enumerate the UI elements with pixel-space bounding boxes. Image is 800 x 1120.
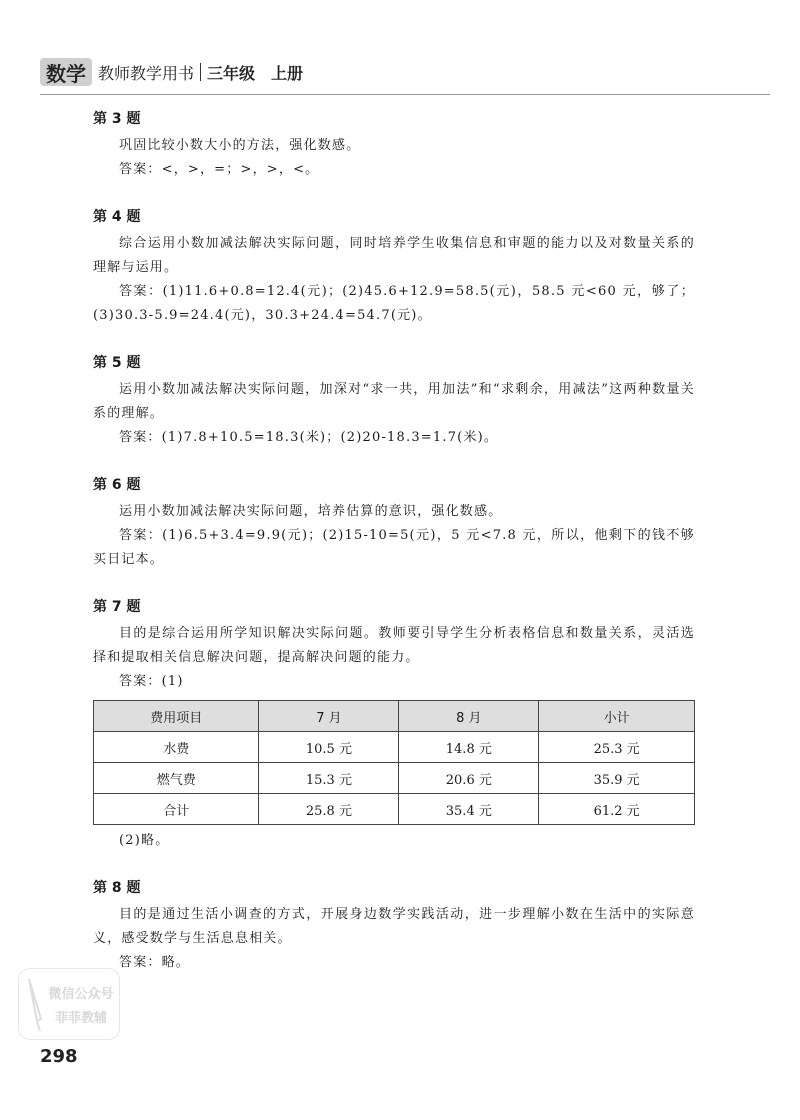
fees-table bbox=[93, 700, 695, 825]
question-title: 第 3 题 bbox=[93, 111, 141, 127]
table-header-cell: 7 月 bbox=[259, 701, 399, 732]
question-title: 第 8 题 bbox=[93, 880, 141, 896]
table-cell: 15.3 元 bbox=[259, 763, 399, 794]
question-title: 第 5 题 bbox=[93, 355, 141, 371]
header-rule bbox=[40, 94, 770, 95]
question-answer-label: 答案：(1) bbox=[119, 674, 184, 689]
table-row bbox=[94, 794, 695, 825]
question-description: 运用小数加减法解决实际问题，培养估算的意识，强化数感。 bbox=[119, 504, 503, 519]
question-6 bbox=[93, 474, 695, 572]
question-4 bbox=[93, 206, 695, 328]
question-title: 第 4 题 bbox=[93, 209, 141, 225]
question-description: 巩固比较小数大小的方法，强化数感。 bbox=[119, 138, 361, 153]
watermark-line: 菲菲教辅 bbox=[54, 1011, 107, 1026]
table-header-row bbox=[94, 701, 695, 732]
table-cell: 25.8 元 bbox=[259, 794, 399, 825]
subject-logo: 数学 bbox=[40, 58, 92, 86]
page-header bbox=[40, 56, 303, 88]
question-answer: 答案：略。 bbox=[119, 955, 191, 970]
book-title: 教师教学用书 bbox=[98, 63, 195, 83]
table-cell: 61.2 元 bbox=[539, 794, 695, 825]
header-divider bbox=[200, 63, 201, 81]
table-cell: 35.9 元 bbox=[539, 763, 695, 794]
grade-label: 三年级 上册 bbox=[207, 63, 304, 83]
table-header-cell: 8 月 bbox=[399, 701, 539, 732]
table-cell: 燃气费 bbox=[94, 763, 259, 794]
question-answer: 答案：(1)11.6+0.8=12.4(元)；(2)45.6+12.9=58.5(元)，58.5 元<60 元，够了；(3)30.3-5.9=24.4(元)，30.3+24.4=54.7(元)。 bbox=[93, 284, 695, 323]
question-3 bbox=[93, 108, 695, 182]
question-8 bbox=[93, 877, 695, 975]
table-cell: 合计 bbox=[94, 794, 259, 825]
table-row bbox=[94, 732, 695, 763]
table-cell: 14.8 元 bbox=[399, 732, 539, 763]
question-description: 目的是通过生活小调查的方式，开展身边数学实践活动，进一步理解小数在生活中的实际意义，感受数学与生活息息相关。 bbox=[93, 907, 695, 946]
table-cell: 35.4 元 bbox=[399, 794, 539, 825]
table-row bbox=[94, 763, 695, 794]
question-5 bbox=[93, 352, 695, 450]
table-cell: 25.3 元 bbox=[539, 732, 695, 763]
question-answer: 答案：(1)6.5+3.4=9.9(元)；(2)15-10=5(元)，5 元<7.8 元，所以，他剩下的钱不够买日记本。 bbox=[93, 528, 695, 567]
question-description: 目的是综合运用所学知识解决实际问题。教师要引导学生分析表格信息和数量关系，灵活选择和提取相关信息解决问题，提高解决问题的能力。 bbox=[93, 626, 695, 665]
question-description: 运用小数加减法解决实际问题，加深对“求一共，用加法”和“求剩余，用减法”这两种数量关系的理解。 bbox=[93, 382, 695, 421]
page-number: 298 bbox=[40, 1046, 78, 1067]
question-title: 第 7 题 bbox=[93, 599, 141, 615]
table-header-cell: 小计 bbox=[539, 701, 695, 732]
question-answer: 答案：(1)7.8+10.5=18.3(米)；(2)20-18.3=1.7(米)。 bbox=[119, 430, 499, 445]
table-cell: 水费 bbox=[94, 732, 259, 763]
watermark-line: 微信公众号 bbox=[48, 987, 114, 1002]
table-cell: 10.5 元 bbox=[259, 732, 399, 763]
page-content bbox=[93, 108, 695, 999]
question-answer-part2: (2)略。 bbox=[119, 833, 170, 848]
question-title: 第 6 题 bbox=[93, 477, 141, 493]
question-description: 综合运用小数加减法解决实际问题，同时培养学生收集信息和审题的能力以及对数量关系的理解与运用。 bbox=[93, 236, 695, 275]
table-cell: 20.6 元 bbox=[399, 763, 539, 794]
table-header-cell: 费用项目 bbox=[94, 701, 259, 732]
watermark bbox=[18, 968, 120, 1040]
question-answer: 答案：<，>，=；>，>，<。 bbox=[119, 162, 320, 177]
question-7 bbox=[93, 596, 695, 853]
